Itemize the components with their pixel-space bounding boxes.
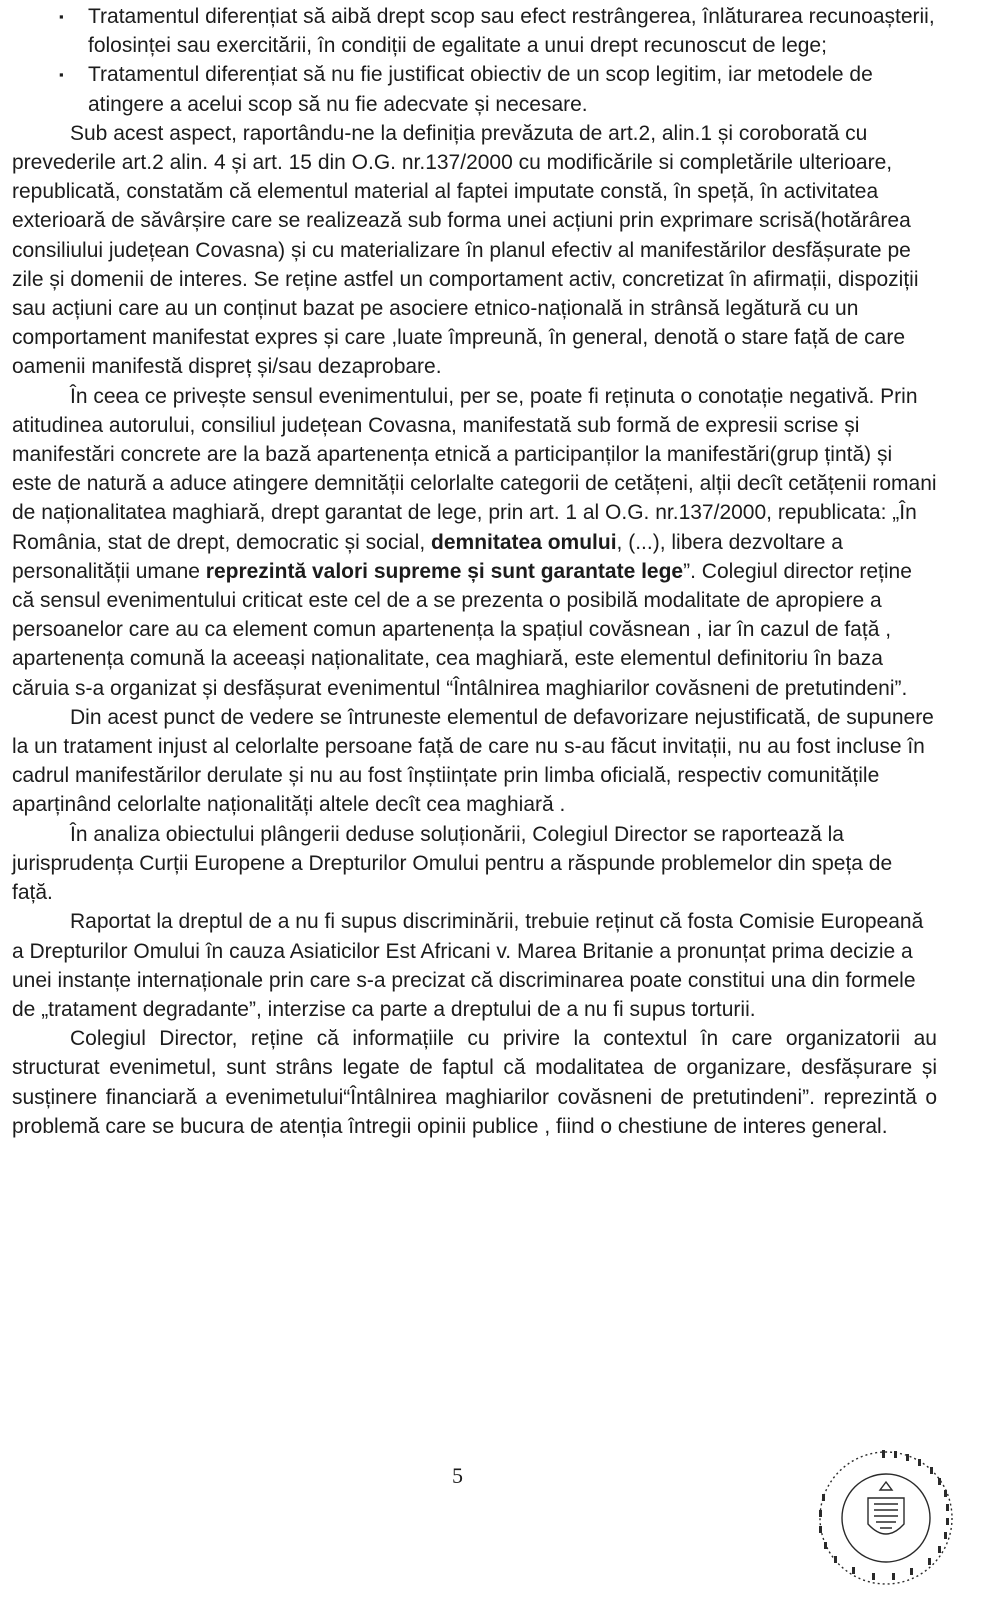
bullet-text: Tratamentul diferențiat să aibă drept scop sau efect restrângerea, înlăturarea recunoașterii, folosinței sau exercitării, în condiții de egalitate a unui drept recunoscut de lege; xyxy=(88,5,935,58)
paragraph-sub-acest-aspect: Sub acest aspect, raportându-ne la definiția prevăzuta de art.2, alin.1 și coroborată cu prevederile art.2 alin. 4 și art. 15 din O.G. nr.137/2000 cu modificările si completările ulterioare, republicată, constatăm că elementul material al faptei imputate constă, în speță, în activitatea exterioară de săvârșire care se realizează sub forma unei acțiuni prin exprimare scrisă(hotărârea consiliului județean Covasna) și cu materializare în planul efectiv al manifestărilor desfășurate pe zile și domenii de interes. Se reține astfel un comportament activ, concretizat în afirmații, dispoziții sau acțiuni care au un conținut bazat pe asociere etnico-națională in strânsă legătură cu un comportament manifestat expres și care ,luate împreună, în general, denotă o stare față de care oamenii manifestă dispreț și/sau dezaprobare. xyxy=(12,121,919,379)
paragraph-text: , (...), libera dezvoltare a personalității umane xyxy=(12,530,843,583)
paragraph-dreptul-discriminare: Raportat la dreptul de a nu fi supus discriminării, trebuie reținut că fosta Comisie Europeană a Drepturilor Omului în cauza Asiaticilor Est Africani v. Marea Britanie a pronunțat prima decizie a unei instanțe internaționale prin care s-a precizat că discriminarea poate constitui una din formele de „tratament degradante”, interzise ca parte a dreptului de a nu fi supus torturii. xyxy=(12,910,924,1021)
document-body xyxy=(12,2,937,1141)
paragraph-sensul-evenimentului xyxy=(12,382,937,703)
bullet-item xyxy=(12,2,937,60)
bullet-square-icon: ▪ xyxy=(59,9,64,24)
paragraph-text: ”. Colegiul director reține că sensul evenimentului criticat este cel de a se prezenta o posibilă modalitate de apropiere a persoanelor care au ca element comun apartenența la spațiul covăsnean , iar în cazul de față , apartenența comună la aceeași naționalitate, cea maghiară, este elementul definitoriu în baza căruia s-a organizat și desfășurat evenimentul “Întâlnirea maghiarilor covăsneni de pretutindeni”. xyxy=(12,559,912,700)
page-number: 5 xyxy=(452,1463,463,1488)
bullet-item xyxy=(12,60,937,118)
paragraph-colegiul-director: Colegiul Director, reține că informațiile cu privire la contextul în care organizatorii au structurat evenimetul, sunt strâns legate de faptul că modalitatea de organizare, desfășurare și susținere financiară a evenimetului“Întâlnirea maghiarilor covăsneni de pretutindeni”. reprezintă o problemă care se bucura de atenția întregii opinii publice , fiind o chestiune de interes general. xyxy=(12,1027,937,1138)
bullet-square-icon: ▪ xyxy=(59,67,64,83)
paragraph-text: În ceea ce privește sensul evenimentului, per se, poate fi reținuta o conotație negativă. Prin atitudinea autorului, consiliul județean Covasna, manifestată sub formă de expresii scrise și manifestări concrete are la bază apartenența etnică a participanților la manifestări(grup țintă) și este de natură a aduce atingere demnității celorlalte categorii de cetățeni, alții decît cetățenii romani de naționalitatea maghiară, drept garantat de lege, prin art. 1 al O.G. nr.137/2000, republicata: „În România, stat de drept, democratic și social, xyxy=(12,384,937,554)
paragraph-punct-de-vedere: Din acest punct de vedere se întruneste elementul de defavorizare nejustificată, de supunere la un tratament injust al celorlalte persoane față de care nu s-au făcut invitații, nu au fost incluse în cadrul manifestărilor derulate și nu au fost înștiințate prin limba oficială, respectiv comunitățile aparținând celorlalte naționalități altele decît cea maghiară . xyxy=(12,705,934,817)
official-stamp xyxy=(798,1440,973,1590)
bullet-text: Tratamentul diferențiat să nu fie justificat obiectiv de un scop legitim, iar metodele de atingere a acelui scop să nu fie adecvate și necesare. xyxy=(88,63,873,116)
bold-text: reprezintă valori supreme și sunt garantate lege xyxy=(205,559,684,583)
bold-text: demnitatea omului xyxy=(431,530,617,554)
paragraph-analiza-plangerii: În analiza obiectului plângerii deduse soluționării, Colegiul Director se raportează la jurisprudența Curții Europene a Drepturilor Omului pentru a răspunde problemelor din speța de față. xyxy=(12,822,893,905)
